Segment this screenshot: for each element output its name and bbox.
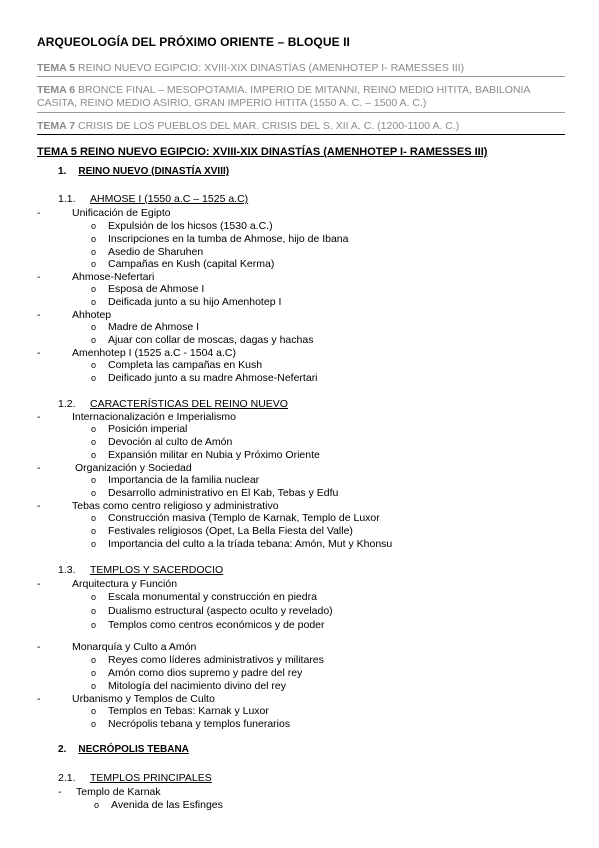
subsection-number: 1.3. [58,564,76,576]
bullet-icon: o [91,221,97,231]
subsection-heading-1-2 [58,398,288,410]
list-subitem: Expansión militar en Nubia y Próximo Oriente [108,449,320,461]
bullet-icon: o [91,360,97,370]
list-dash: - [37,693,41,705]
bullet-icon: o [91,681,97,691]
subsection-heading-1-1 [58,193,248,205]
list-subitem: Templos como centros económicos y de poder [108,619,325,631]
bullet-icon: o [91,247,97,257]
list-dash: - [58,786,62,798]
list-subitem: Deificada junto a su hijo Amenhotep I [108,296,282,308]
list-subitem: Completa las campañas en Kush [108,359,263,371]
list-subitem: Devoción al culto de Amón [108,436,233,448]
main-heading: TEMA 5 REINO NUEVO EGIPCIO: XVIII-XIX DINASTÍAS (AMENHOTEP I- RAMESSES III) [37,146,488,158]
list-item: Unificación de Egipto [72,207,171,219]
bullet-icon: o [91,719,97,729]
toc-divider [37,112,565,113]
bullet-icon: o [91,450,97,460]
list-item: Urbanismo y Templos de Culto [72,693,215,705]
section-heading-2 [58,744,189,755]
bullet-icon: o [91,606,97,616]
toc-text: REINO NUEVO EGIPCIO: XVIII-XIX DINASTÍAS (AMENHOTEP I- RAMESSES III) [75,62,465,74]
list-subitem: Construcción masiva (Templo de Karnak, Templo de Luxor [108,512,380,524]
list-dash: - [37,411,41,423]
list-item: Arquitectura y Función [72,578,178,590]
toc-number: TEMA 6 [37,84,76,96]
section-number: 2. [58,744,67,755]
list-subitem: Desarrollo administrativo en El Kab, Tebas y Edfu [108,487,339,499]
list-dash: - [37,347,41,359]
bullet-icon: o [91,706,97,716]
toc-entry-tema7[interactable] [37,120,565,133]
list-subitem: Festivales religiosos (Opet, La Bella Fiesta del Valle) [108,525,353,537]
toc-entry-tema6[interactable] [37,84,565,110]
list-dash: - [37,207,41,219]
list-subitem: Amón como dios supremo y padre del rey [108,667,303,679]
list-subitem: Posición imperial [108,423,188,435]
bullet-icon: o [91,668,97,678]
subsection-title: CARACTERÍSTICAS DEL REINO NUEVO [90,398,288,410]
subsection-heading-2-1 [58,772,212,784]
subsection-title: TEMPLOS PRINCIPALES [90,772,212,784]
bullet-icon: o [91,539,97,549]
list-dash: - [37,500,41,512]
list-subitem: Esposa de Ahmose I [108,283,205,295]
section-title: REINO NUEVO (DINASTÍA XVIII) [78,166,230,177]
subsection-number: 1.1. [58,193,76,205]
toc-text: CRISIS DE LOS PUEBLOS DEL MAR. CRISIS DEL S. XII A. C. (1200-1100 A. C.) [75,120,460,132]
bullet-icon: o [91,437,97,447]
list-subitem: Dualismo estructural (aspecto oculto y revelado) [108,605,333,617]
list-subitem: Expulsión de los hicsos (1530 a.C.) [108,220,273,232]
list-item: Ahhotep [72,309,112,321]
toc-text: BRONCE FINAL – MESOPOTAMIA. IMPERIO DE MITANNI, REINO MEDIO HITITA, BABILONIA [75,84,531,96]
bullet-icon: o [91,620,97,630]
toc-number: TEMA 7 [37,120,76,132]
list-subitem: Importancia del culto a la tríada tebana: Amón, Mut y Khonsu [108,538,393,550]
bullet-icon: o [91,488,97,498]
bullet-icon: o [91,373,97,383]
toc-divider [37,76,565,77]
toc-end-divider [37,134,565,135]
list-subitem: Inscripciones en la tumba de Ahmose, hijo de Ibana [108,233,349,245]
section-title: NECRÓPOLIS TEBANA [78,744,189,755]
list-subitem: Ajuar con collar de moscas, dagas y hachas [108,334,314,346]
list-subitem: Templos en Tebas: Karnak y Luxor [108,705,269,717]
bullet-icon: o [91,259,97,269]
list-dash: - [37,271,41,283]
list-dash: - [37,309,41,321]
bullet-icon: o [91,592,97,602]
bullet-icon: o [94,800,100,810]
list-item: Amenhotep I (1525 a.C - 1504 a.C) [72,347,237,359]
list-subitem: Necrópolis tebana y templos funerarios [108,718,291,730]
list-dash: - [37,641,41,653]
list-item: Ahmose-Nefertari [72,271,155,283]
toc-entry-tema5[interactable] [37,62,565,75]
bullet-icon: o [91,234,97,244]
list-dash: - [37,578,41,590]
bullet-icon: o [91,297,97,307]
list-subitem: Campañas en Kush (capital Kerma) [108,258,275,270]
list-item: Organización y Sociedad [75,462,192,474]
list-subitem: Reyes como líderes administrativos y militares [108,654,324,666]
list-item: Tebas como centro religioso y administrativo [72,500,279,512]
bullet-icon: o [91,475,97,485]
bullet-icon: o [91,513,97,523]
list-subitem: Mitología del nacimiento divino del rey [108,680,287,692]
bullet-icon: o [91,335,97,345]
list-dash: - [37,462,41,474]
section-heading-1 [58,166,229,177]
subsection-title: AHMOSE I (1550 a.C – 1525 a.C) [90,193,249,205]
list-item: Templo de Karnak [76,786,161,798]
list-subitem: Avenida de las Esfinges [111,799,223,811]
document-title: ARQUEOLOGÍA DEL PRÓXIMO ORIENTE – BLOQUE II [37,35,350,49]
list-subitem: Asedio de Sharuhen [108,246,204,258]
subsection-number: 2.1. [58,772,76,784]
toc-number: TEMA 5 [37,62,76,74]
bullet-icon: o [91,284,97,294]
list-item: Monarquía y Culto a Amón [72,641,197,653]
bullet-icon: o [91,655,97,665]
list-subitem: Madre de Ahmose I [108,321,200,333]
section-number: 1. [58,166,67,177]
list-subitem: Deificado junto a su madre Ahmose-Nefertari [108,372,318,384]
subsection-heading-1-3 [58,564,223,576]
list-subitem: Escala monumental y construcción en piedra [108,591,317,603]
bullet-icon: o [91,322,97,332]
bullet-icon: o [91,424,97,434]
list-subitem: Importancia de la familia nuclear [108,474,260,486]
toc-text-continued: CASITA, REINO MEDIO ASIRIO, GRAN IMPERIO HITITA (1550 A. C. – 1500 A. C.) [37,97,427,109]
bullet-icon: o [91,526,97,536]
list-item: Internacionalización e Imperialismo [72,411,236,423]
subsection-title: TEMPLOS Y SACERDOCIO [90,564,224,576]
subsection-number: 1.2. [58,398,76,410]
